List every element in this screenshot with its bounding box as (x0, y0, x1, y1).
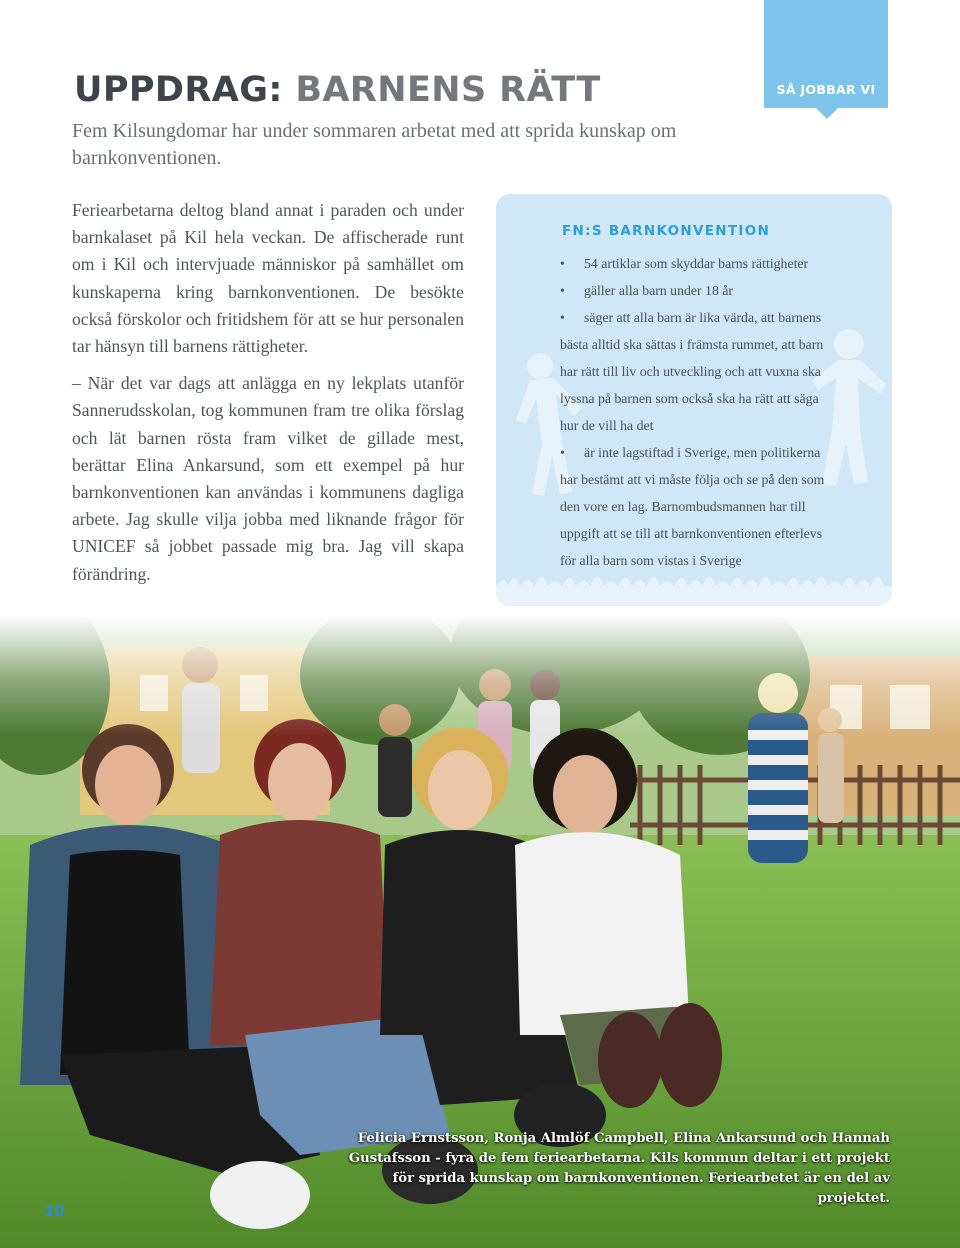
fact-item-continued: hur de vill ha det (560, 418, 654, 433)
fact-item-continued: lyssna på barnen som också ska ha rätt att säga (560, 391, 819, 406)
fact-item-continued: den vore en lag. Barnombudsmannen har till (560, 499, 806, 514)
fact-item-continued: uppgift att se till att barnkonventionen efterlevs (560, 526, 823, 541)
page-number: 10 (44, 1202, 65, 1220)
article-body (72, 197, 464, 598)
section-tab (764, 0, 888, 108)
fact-box (496, 194, 892, 606)
fact-item: • 54 artiklar som skyddar barns rättigheter (560, 250, 880, 277)
fact-item: • gäller alla barn under 18 år (560, 277, 880, 304)
fact-item: • säger att alla barn är lika värda, att barnens (560, 304, 880, 331)
title-main: BARNENS RÄTT (295, 70, 601, 110)
title-prefix: UPPDRAG: (74, 70, 283, 110)
page-title (74, 70, 601, 110)
fact-item-continued: för alla barn som vistas i Sverige (560, 553, 742, 568)
section-tab-label: SÅ JOBBAR VI (776, 82, 876, 97)
photo-caption: Felicia Ernstsson, Ronja Almlöf Campbell, Elina Ankarsund och Hannah Gustafsson - fyra de fem feriearbetarna. Kils kommun deltar i ett projekt för sprida kunskap om barnkonventionen. Feriearbetet är en del av projektet. (348, 1131, 890, 1206)
body-paragraph: Feriearbetarna deltog bland annat i paraden och under barnkalaset på Kil hela veckan. De affischerade runt om i Kil och intervjuade människor på samhället om kunskaperna kring barnkonventionen. De besökte också förskolor och fritidshem för att se hur personalen tar hänsyn till barnens rättigheter. (72, 200, 464, 357)
lead-paragraph: Fem Kilsungdomar har under sommaren arbetat med att sprida kunskap om barnkonventionen. (72, 120, 677, 169)
fact-item: • är inte lagstiftad i Sverige, men politikerna (560, 439, 880, 466)
fact-item-continued: bästa alltid ska sättas i främsta rummet, att barn (560, 337, 824, 352)
body-paragraph: – När det var dags att anlägga en ny lekplats utanför Sannerudsskolan, tog kommunen fram tre olika förslag och lät barnen rösta fram vilket de gillade mest, berättar Elina Ankarsund, som ett exempel på hur barnkonventionen kan användas i kommunens dagliga arbete. Jag skulle vilja jobba med liknande frågor för UNICEF så jobbet passade mig bra. Jag vill skapa förändring. (72, 373, 464, 584)
fact-item-continued: har rätt till liv och utveckling och att vuxna ska (560, 364, 821, 379)
fact-list (560, 250, 880, 574)
fact-box-title: FN:S BARNKONVENTION (562, 223, 771, 239)
fact-item-continued: har bestämt att vi måste följa och se på den som (560, 472, 825, 487)
